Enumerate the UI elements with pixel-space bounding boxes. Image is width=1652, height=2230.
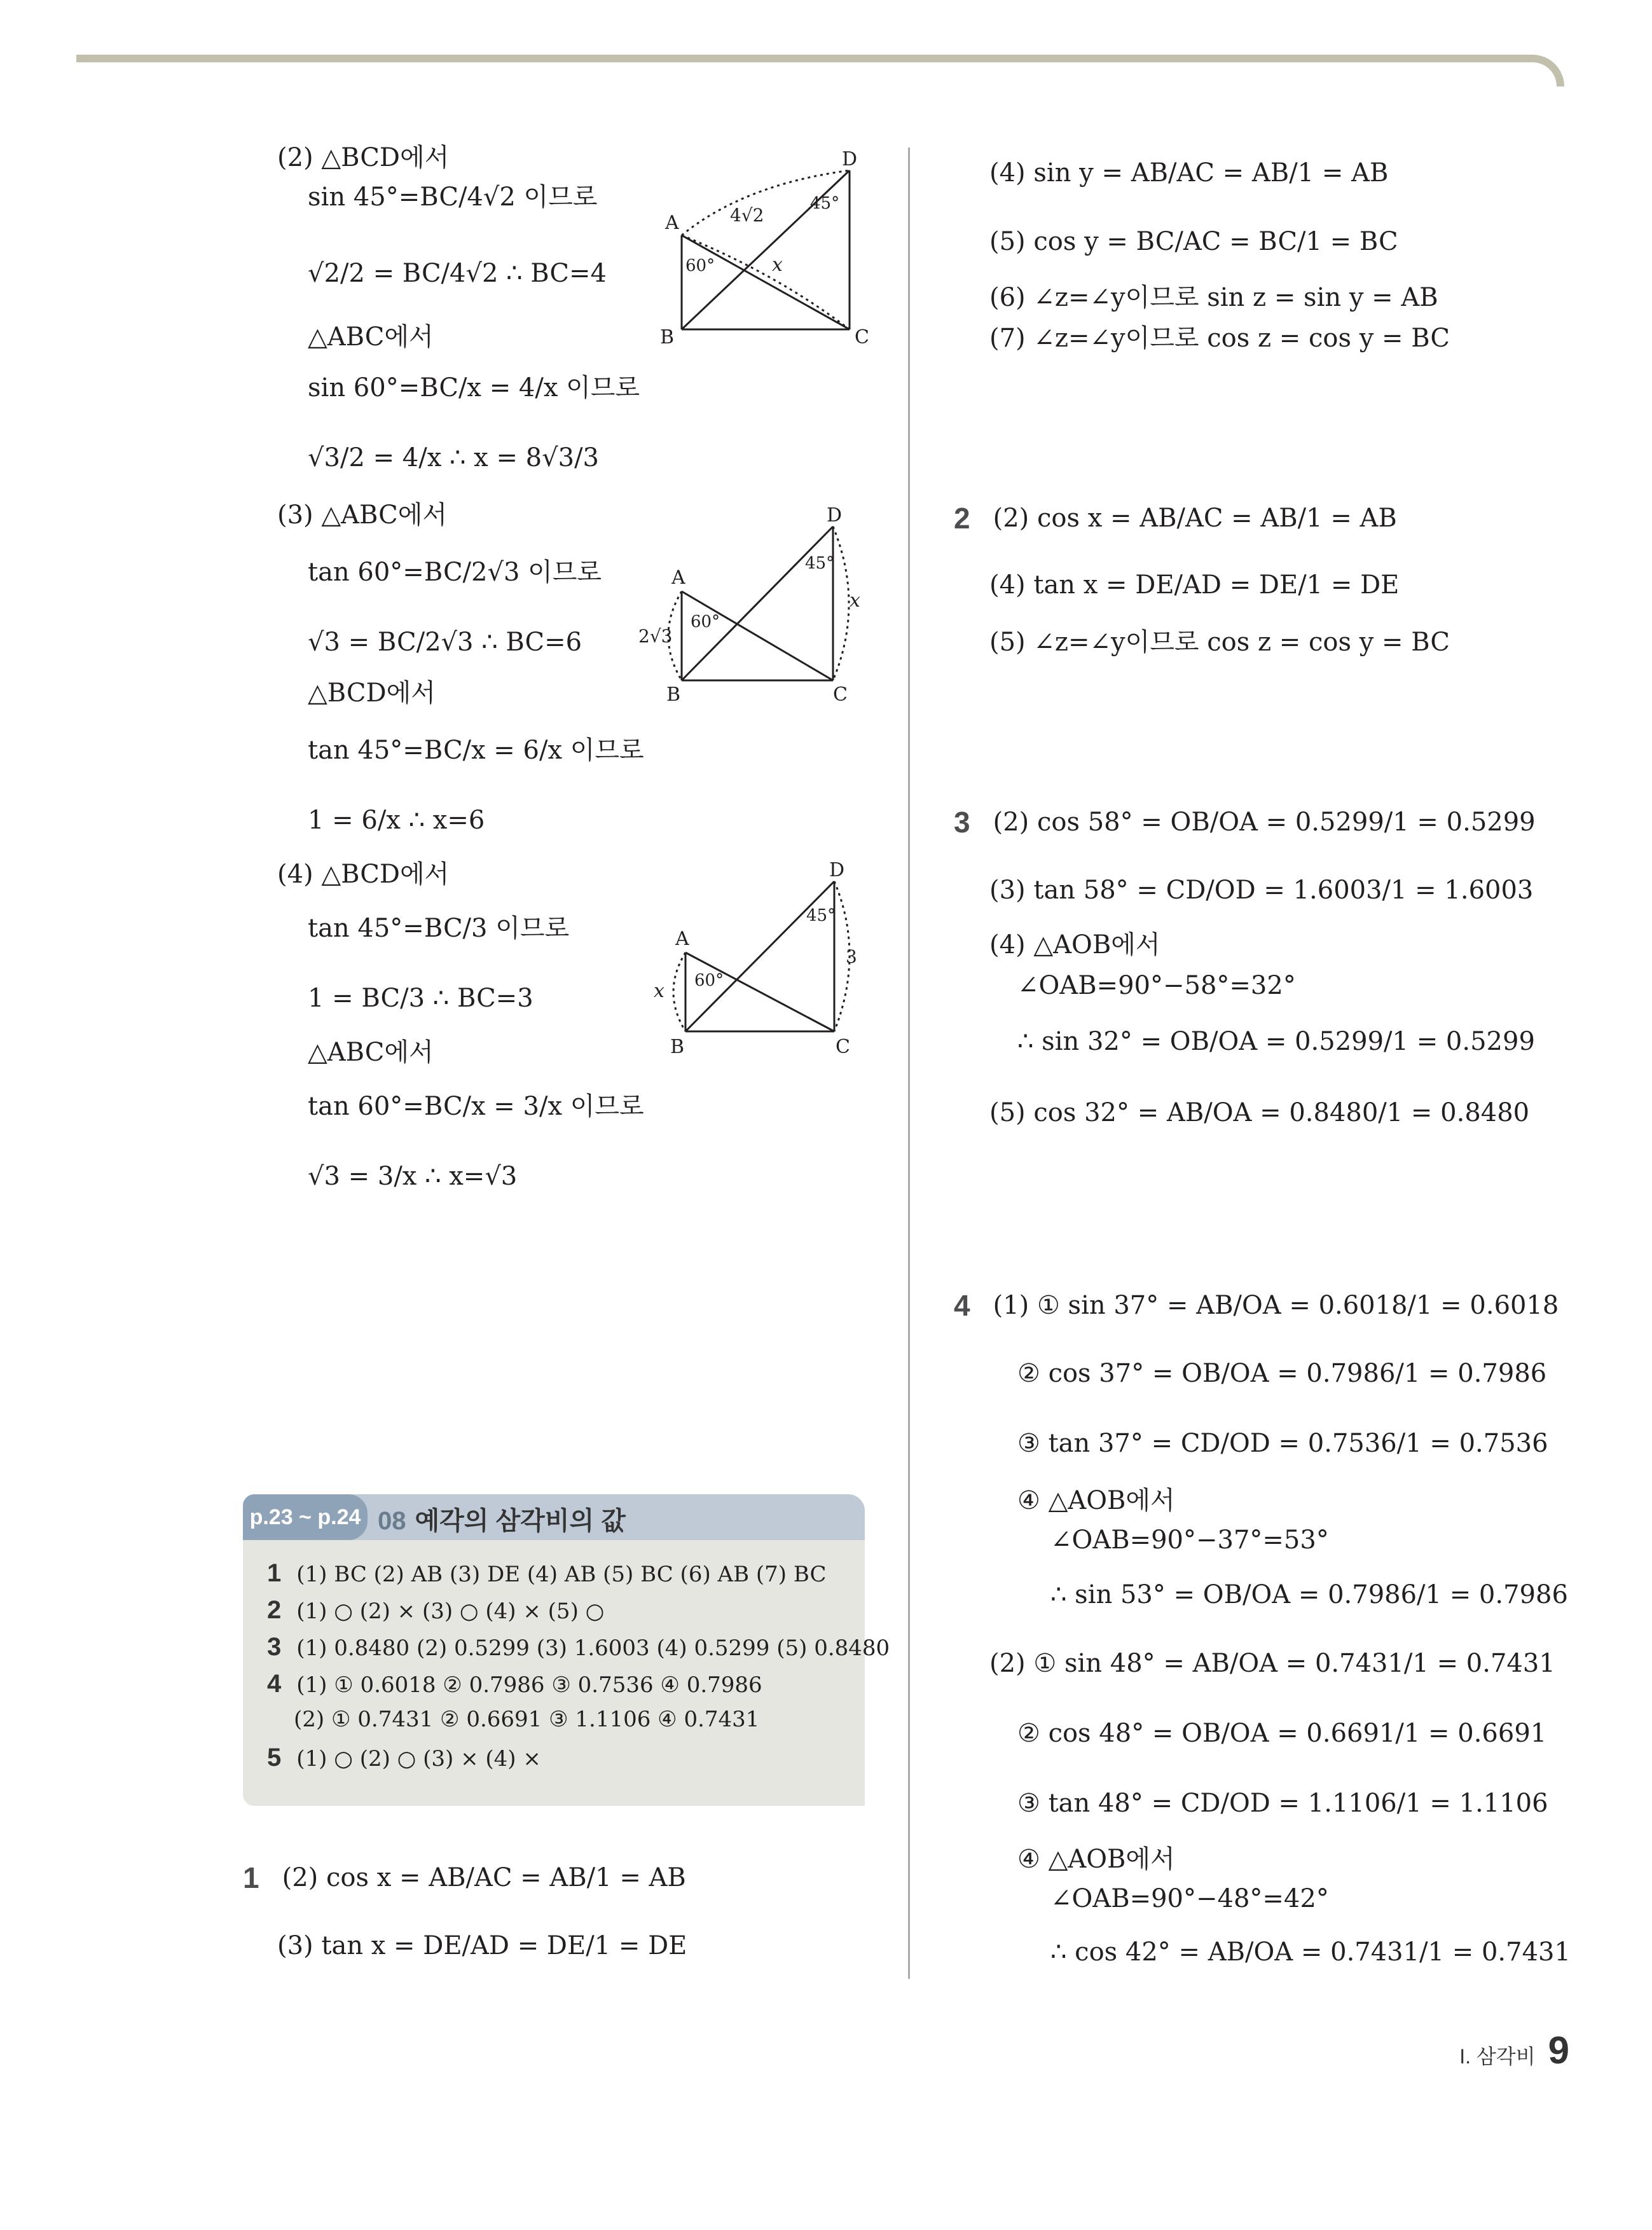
p2-line5: √3/2 = 4/x ∴ x = 8√3/3 — [308, 443, 599, 472]
p2-line3: △ABC에서 — [308, 322, 434, 352]
p3-line3: △BCD에서 — [308, 678, 436, 708]
q4-1a: 4 (1) ① sin 37° = AB/OA = 0.6018/1 = 0.6018 — [954, 1289, 1559, 1322]
r1-line7: (7) ∠z=∠y이므로 cos z = cos y = BC — [989, 324, 1450, 353]
q4-1b: ② cos 37° = OB/OA = 0.7986/1 = 0.7986 — [1017, 1359, 1547, 1388]
fig2-angle-d: 45° — [805, 554, 835, 573]
fig1-angle-d: 45° — [810, 194, 840, 213]
fig2-var: x — [850, 589, 860, 612]
fig3-label-c: C — [836, 1036, 850, 1058]
p2-line4: sin 60°=BC/x = 4/x 이므로 — [308, 373, 640, 403]
q1-line2: (3) tan x = DE/AD = DE/1 = DE — [277, 1931, 687, 1960]
fig1-label-d: D — [842, 148, 858, 170]
answer-row-4: 4 (1) ① 0.6018 ② 0.7986 ③ 0.7536 ④ 0.7986 — [267, 1670, 762, 1698]
q4-2a: (2) ① sin 48° = AB/OA = 0.7431/1 = 0.7431 — [989, 1649, 1555, 1678]
q2-line2: 2 (2) cos x = AB/AC = AB/1 = AB — [954, 502, 1397, 535]
p2-line1: sin 45°=BC/4√2 이므로 — [308, 182, 598, 212]
top-decorative-bar — [76, 55, 1564, 86]
q4-2e: ∠OAB=90°−48°=42° — [1050, 1884, 1329, 1913]
answer-row-5: 5 (1) ○ (2) ○ (3) × (4) × — [267, 1744, 541, 1772]
p2-line2: √2/2 = BC/4√2 ∴ BC=4 — [308, 259, 607, 288]
p4-line5: √3 = 3/x ∴ x=√3 — [308, 1162, 518, 1191]
q2-line5: (5) ∠z=∠y이므로 cos z = cos y = BC — [989, 628, 1450, 657]
answer-box-header — [243, 1494, 865, 1540]
p3-line4: tan 45°=BC/x = 6/x 이므로 — [308, 736, 644, 765]
p4-head: (4) △BCD에서 — [277, 860, 450, 889]
fig3-var: x — [654, 980, 664, 1002]
fig3-label-b: B — [670, 1036, 685, 1058]
q4-2f: ∴ cos 42° = AB/OA = 0.7431/1 = 0.7431 — [1050, 1937, 1571, 1967]
figure-triangle-1 — [649, 146, 878, 350]
q3-line2: 3 (2) cos 58° = OB/OA = 0.5299/1 = 0.5299 — [954, 806, 1536, 839]
q4-2b: ② cos 48° = OB/OA = 0.6691/1 = 0.6691 — [1017, 1719, 1547, 1748]
q4-2d: ④ △AOB에서 — [1017, 1845, 1175, 1874]
figure-triangle-2 — [636, 502, 878, 706]
q3-line5: (5) cos 32° = AB/OA = 0.8480/1 = 0.8480 — [989, 1098, 1530, 1127]
fig1-label-c: C — [855, 326, 869, 348]
q4-1c: ③ tan 37° = CD/OD = 0.7536/1 = 0.7536 — [1017, 1429, 1548, 1458]
fig1-angle-a: 60° — [685, 256, 715, 275]
p3-line5: 1 = 6/x ∴ x=6 — [308, 806, 485, 835]
footer-section: I. 삼각비 — [1459, 2045, 1536, 2068]
fig3-side: 3 — [846, 946, 857, 967]
q2-line4: (4) tan x = DE/AD = DE/1 = DE — [989, 570, 1400, 600]
section-title — [378, 1501, 626, 1537]
fig1-label-a: A — [665, 212, 679, 234]
fig2-label-c: C — [833, 684, 848, 706]
answer-row-3: 3 (1) 0.8480 (2) 0.5299 (3) 1.6003 (4) 0.5299 (5) 0.8480 — [267, 1633, 890, 1661]
fig2-label-d: D — [827, 504, 843, 527]
r1-line6: (6) ∠z=∠y이므로 sin z = sin y = AB — [989, 283, 1438, 312]
p3-line1: tan 60°=BC/2√3 이므로 — [308, 558, 602, 587]
column-divider — [908, 148, 910, 1979]
q4-1d: ④ △AOB에서 — [1017, 1486, 1175, 1515]
q3-line4b: ∴ sin 32° = OB/OA = 0.5299/1 = 0.5299 — [1017, 1027, 1535, 1056]
answer-row-1: 1 (1) BC (2) AB (3) DE (4) AB (5) BC (6) AB (7) BC — [267, 1559, 827, 1587]
fig3-label-d: D — [829, 859, 845, 881]
p4-line1: tan 45°=BC/3 이므로 — [308, 914, 570, 943]
answer-row-2: 2 (1) ○ (2) × (3) ○ (4) × (5) ○ — [267, 1596, 605, 1624]
figure-triangle-3 — [642, 858, 878, 1062]
fig3-angle-a: 60° — [694, 971, 724, 990]
fig1-side: 4√2 — [730, 205, 764, 226]
q3-line4: (4) △AOB에서 — [989, 930, 1160, 960]
q4-2c: ③ tan 48° = CD/OD = 1.1106/1 = 1.1106 — [1017, 1789, 1548, 1818]
fig3-label-a: A — [675, 928, 689, 950]
fig1-label-b: B — [660, 326, 675, 348]
p4-line4: tan 60°=BC/x = 3/x 이므로 — [308, 1092, 644, 1121]
p4-line3: △ABC에서 — [308, 1038, 434, 1067]
answer-row-4b: (2) ① 0.7431 ② 0.6691 ③ 1.1106 ④ 0.7431 — [294, 1707, 760, 1732]
q1-line1: 1 (2) cos x = AB/AC = AB/1 = AB — [243, 1861, 686, 1894]
fig2-side: 2√3 — [638, 626, 673, 647]
fig1-var: x — [772, 254, 783, 276]
q4-1e: ∠OAB=90°−37°=53° — [1050, 1525, 1329, 1555]
r1-line5: (5) cos y = BC/AC = BC/1 = BC — [989, 227, 1398, 256]
p4-line2: 1 = BC/3 ∴ BC=3 — [308, 984, 533, 1013]
fig2-angle-a: 60° — [691, 612, 720, 631]
fig3-angle-d: 45° — [806, 906, 836, 925]
q4-1f: ∴ sin 53° = OB/OA = 0.7986/1 = 0.7986 — [1050, 1580, 1568, 1609]
page-number: 9 — [1548, 2029, 1569, 2072]
section-name: 예각의 삼각비의 값 — [415, 1507, 626, 1535]
p2-head: (2) △BCD에서 — [277, 143, 450, 172]
p3-line2: √3 = BC/2√3 ∴ BC=6 — [308, 628, 582, 657]
page-footer — [1459, 2028, 1569, 2072]
q3-line3: (3) tan 58° = CD/OD = 1.6003/1 = 1.6003 — [989, 876, 1534, 905]
fig2-label-b: B — [666, 684, 681, 706]
page-range-pill: p.23 ~ p.24 — [243, 1494, 368, 1540]
p3-head: (3) △ABC에서 — [277, 500, 448, 530]
r1-line4: (4) sin y = AB/AC = AB/1 = AB — [989, 158, 1389, 188]
fig2-label-a: A — [671, 567, 685, 589]
section-number: 08 — [378, 1507, 406, 1535]
q3-line4a: ∠OAB=90°−58°=32° — [1017, 971, 1296, 1000]
